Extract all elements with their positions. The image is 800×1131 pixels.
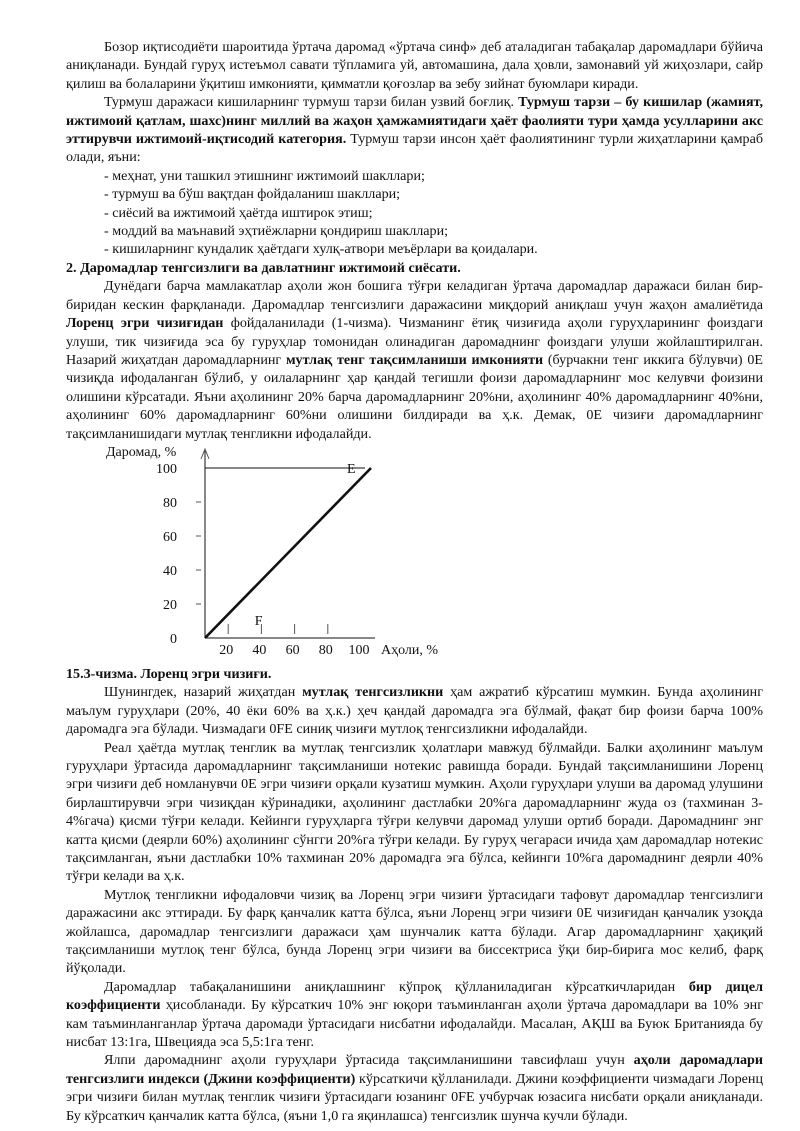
x-tick-label: 100: [348, 642, 370, 658]
lorenz-chart-svg: [66, 443, 763, 665]
paragraph-real-distribution: Реал ҳаётда мутлақ тенглик ва мутлақ тенгсизлик ҳолатлари мавжуд бўлмайди. Балки аҳолининг маълум гуруҳлари ўртасида даромадларнинг тақсимланиши нотекис равишда боради. Бундай тақсимланишини Лоренц эгри чизиғи деб номланувчи 0Е эгри чизиғи орқали кузатиш мумкин. Аҳоли гуруҳлари улуши ва даромад улушини бирлаштирувчи эгри чизиқдан кўринадики, аҳолининг дастлабки 20%га даромадларнинг жуда оз (тахминан 3-4%гача) қисми тўғри келади. Кейинги гуруҳларга тўғри келувчи даромад улуши ортиб боради. Даромаднинг энг катта қисми (деярли 60%) аҳолининг сўнгги 20%га тўғри келади. Бу гуруҳ чегараси ичида ҳам даромадлар нотекис тақсимланган, яъни дастлабки 10% тахминан 20% даромадга эга бўлса, кейинги 10%га даромаднинг деярли 40% тўғри келади ва ҳ.к.: [66, 739, 763, 885]
paragraph-middle-class-income: Бозор иқтисодиёти шароитида ўртача даромад «ўртача синф» деб аталадиган табақалар даромадлари бўйича аниқланади. Бундай гуруҳ истеъмол савати тўпламига уй, автомашина, дала ҳовли, замонавий уй жиҳозлари, сайр қилиш ва болаларини ўқитиш имконияти, қимматли қоғозлар ва зебу зийнат буюмлари киради.: [66, 39, 763, 92]
abs-inequality-text-c: ҳам ажратиб кўрсатиш мумкин. Бунда аҳолининг маълум гуруҳлари (20%, 40 ёки 60% ва ҳ.к.) ҳеч қандай даромадга эга бўлмай, фақат бир фоизи барча 100% даромадга эга бўлади. Чизмадаги 0FE синиқ чизиғи мутлоқ тенгсизликни ифодалайди.: [66, 684, 763, 738]
decile-text-c: ҳисобланади. Бу кўрсаткич 10% энг юқори таъминланган аҳоли ўртача даромадлари ва 10% энг кам таъминланганлар ўртача даромади ўртасидаги нисбатни ифодалайди. Масалан, АҚШ ва Буюк Британияда бу нисбат 13:1га, Швецияда эса 5,5:1га тенг.: [66, 997, 763, 1051]
gini-index-term: аҳоли даромадлари тенгсизлиги индекси (Джини коэффициенти): [66, 1052, 763, 1087]
equality-line-0E: [205, 468, 371, 638]
y-tick-label: 60: [163, 529, 177, 545]
y-tick-label: 80: [163, 495, 177, 511]
x-tick-label: 20: [219, 642, 234, 658]
lifestyle-aspects-list: [66, 167, 763, 259]
point-label-e: E: [347, 461, 356, 477]
paragraph-absolute-inequality: [66, 683, 763, 738]
y-tick-label: 0: [170, 631, 177, 647]
lifestyle-definition: Турмуш тарзи – бу кишилар (жамият, ижтимоий қатлам, шахс)нинг миллий ва жаҳон ҳамжамиятидаги ҳаёт фаолияти тури ҳамда усулларини акс эттирувчи ижтимоий-иқтисодий категория.: [66, 94, 763, 148]
decile-text-a: Даромадлар табақаланишини аниқлашнинг кўпроқ қўлланиладиган кўрсаткичларидан: [104, 978, 689, 995]
x-axis-label: Аҳоли, %: [381, 642, 439, 658]
list-item: - турмуш ва бўш вақтдан фойдаланиш шакллари;: [104, 186, 401, 203]
decile-coefficient-term: бир дицел коэффициенти: [66, 978, 764, 1014]
paragraph-income-inequality: [66, 277, 763, 443]
y-tick-label: 40: [163, 563, 177, 579]
gini-text-a: Ялпи даромаднинг аҳоли гуруҳлари ўртасида тақсимланишини тавсифлаш учун: [104, 1052, 634, 1069]
list-item: - моддий ва маънавий эҳтиёжларни қондириш шакллари;: [104, 223, 449, 240]
abs-inequality-text-a: Шунингдек, назарий жиҳатдан: [104, 684, 303, 701]
lifestyle-text-a: Турмуш даражаси кишиларнинг турмуш тарзи билан узвий боғлиқ.: [104, 94, 519, 111]
document-page: [66, 38, 763, 1125]
x-tick-label: 80: [318, 642, 333, 658]
list-item: - кишиларнинг кундалик ҳаётдаги хулқ-атвори меъёрлари ва қоидалари.: [104, 241, 538, 258]
paragraph-lifestyle: [66, 93, 763, 167]
y-axis-label: Даромад, %: [106, 444, 177, 460]
figure-caption: 15.3-чизма. Лоренц эгри чизиғи.: [66, 665, 272, 682]
inequality-text-e: (бурчакни тенг иккига бўлувчи) 0Е чизиқда ифодаланган бўлиб, у оилаларнинг ҳар қандай тегишли фоизи даромадларнинг мос келувчи фоизини олишини кўрсатади. Яъни аҳолининг 20% барча даромадларнинг 20%ни, аҳолининг 40% даромадларнинг 40%ни, аҳолининг 60% даромадларнинг 60%ни олишини билдиради ва ҳ.к. Демак, 0Е чизиғи даромадларнинг тақсимланишидаги мутлақ тенгликни ифодалайди.: [66, 351, 763, 442]
section-heading: 2. Даромадлар тенгсизлиги ва давлатнинг ижтимоий сиёсати.: [66, 259, 461, 276]
list-item: - меҳнат, уни ташкил этишнинг ижтимоий шакллари;: [104, 167, 425, 184]
gini-text-c: кўрсаткичи қўлланилади. Джини коэффициенти чизмадаги Лоренц эгри чизиғи билан мутлақ тенглик чизиғи ўртасидаги юзанинг 0FE учбурчак юзасига нисбати орқали аниқланади. Бу кўрсаткич қанчалик катта бўлса, (яъни 1,0 га яқинлашса) тенгсизлик шунча кучли бўлади.: [66, 1070, 763, 1124]
x-tick-label: 60: [285, 642, 300, 658]
absolute-equality-term: мутлақ тенг тақсимланиши имконияти: [285, 351, 544, 368]
lorenz-curve-term: Лоренц эгри чизиғидан: [66, 315, 224, 332]
absolute-inequality-term: мутлақ тенгсизликни: [302, 684, 444, 701]
x-tick-label: 40: [252, 642, 267, 658]
inequality-text-a: Дунёдаги барча мамлакатлар аҳоли жон бошига тўғри келадиган ўртача даромадлар даражаси билан бир-биридан кескин фарқланади. Даромадлар тенгсизлиги даражасини миқдорий аниқлаш учун жаҳон амалиётида: [66, 278, 763, 313]
paragraph-gini-coefficient: [66, 1051, 763, 1125]
y-tick-label: 20: [163, 597, 177, 613]
lorenz-chart: [66, 443, 763, 665]
point-label-f: F: [254, 613, 263, 629]
inequality-text-c: фойдаланилади (1-чизма). Чизманинг ётиқ чизиғида аҳоли гуруҳларининг фоиздаги улуши, тик чизиғида эса бу гуруҳлар томонидан олинадиган даромаднинг фоиздаги улуши жойлаштирилган. Назарий жиҳатдан даромадларнинг: [66, 315, 763, 368]
paragraph-decile-coefficient: [66, 978, 763, 1052]
paragraph-lorenz-gap: Мутлоқ тенгликни ифодаловчи чизиқ ва Лоренц эгри чизиғи ўртасидаги тафовут даромадлар тенгсизлиги даражасини акс эттиради. Бу фарқ қанчалик катта бўлса, яъни Лоренц эгри чизиғи 0Е чизиғидан қанчалик узоқда жойлашса, даромадлар тенгсизлиги даражаси ҳам шунчалик катта бўлади. Агар даромадларнинг ҳақиқий тақсимланиши мутлоқ тенг бўлса, бунда Лоренц эгри чизиғи ва биссектриса ўқи бир-бирига мос келиб, фарқ йўқолади.: [66, 886, 763, 977]
y-tick-label: 100: [156, 461, 177, 477]
list-item: - сиёсий ва ижтимоий ҳаётда иштирок этиш;: [104, 204, 373, 221]
lifestyle-text-c: Турмуш тарзи инсон ҳаёт фаолиятининг турли жиҳатларини қамраб олади, яъни:: [66, 131, 763, 166]
